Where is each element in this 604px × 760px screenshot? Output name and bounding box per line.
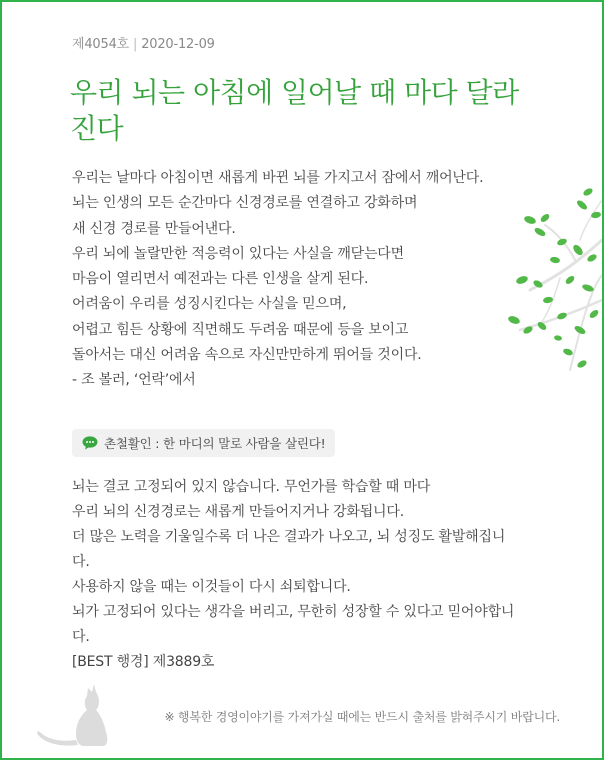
speech-bubble-icon [82,436,98,450]
body-line: 뇌는 결코 고정되어 있지 않습니다. 무언가를 학습할 때 마다 [72,479,431,495]
quote-block [72,166,522,394]
issue-meta [72,33,215,52]
quote-line: 새 신경 경로를 만들어낸다. [72,220,236,237]
tree-branch-illustration [500,180,602,380]
source-reference: [BEST 행경] 제3889호 [72,654,215,670]
quote-line: 어렵고 힘든 상황에 직면해도 두려움 때문에 등을 보이고 [72,321,409,338]
quote-line: 뇌는 인생의 모든 순간마다 신경경로를 연결하고 강화하며 [72,195,418,212]
quote-line: 돌아서는 대신 어려움 속으로 자신만만하게 뛰어들 것이다. [72,347,422,364]
body-line: 우리 뇌의 신경경로는 새롭게 만들어지거나 강화됩니다. [72,504,404,520]
page-title: 우리 뇌는 아침에 일어날 때 마다 달라진다 [70,76,519,145]
quote-line: 어려움이 우리를 성징시킨다는 사실을 믿으며, [72,296,347,313]
motto-tag [72,429,335,457]
commentary-block [72,475,522,675]
quote-line: 마음이 열리면서 예전과는 다른 인생을 살게 된다. [72,271,369,288]
quote-line: 우리는 날마다 아침이면 새롭게 바뀐 뇌를 가지고서 잠에서 깨어난다. [72,170,484,186]
quote-line: 우리 뇌에 놀랄만한 적응력이 있다는 사실을 깨닫는다면 [72,245,404,262]
body-line: 더 많은 노력을 기울일수록 더 나은 결과가 나오고, 뇌 성징도 활발해집니다. [72,529,506,570]
motto-text: 촌철활인 : 한 마디의 말로 사람을 살린다! [104,436,326,451]
issue-number: 제4054호 [72,37,130,52]
meta-separator: | [133,37,138,52]
quote-source: - 조 볼러, ‘언락’에서 [72,372,196,389]
issue-date: 2020-12-09 [141,37,215,52]
copyright-notice: ※ 행복한 경영이야기를 가져가실 때에는 반드시 출처를 밝혀주시기 바랍니다. [164,710,560,724]
body-line: 사용하지 않을 때는 이것들이 다시 쇠퇴합니다. [72,579,351,595]
cat-silhouette-illustration [32,682,112,748]
body-line: 뇌가 고정되어 있다는 생각을 버리고, 무한히 성장할 수 있다고 믿어야합니다. [72,604,515,645]
